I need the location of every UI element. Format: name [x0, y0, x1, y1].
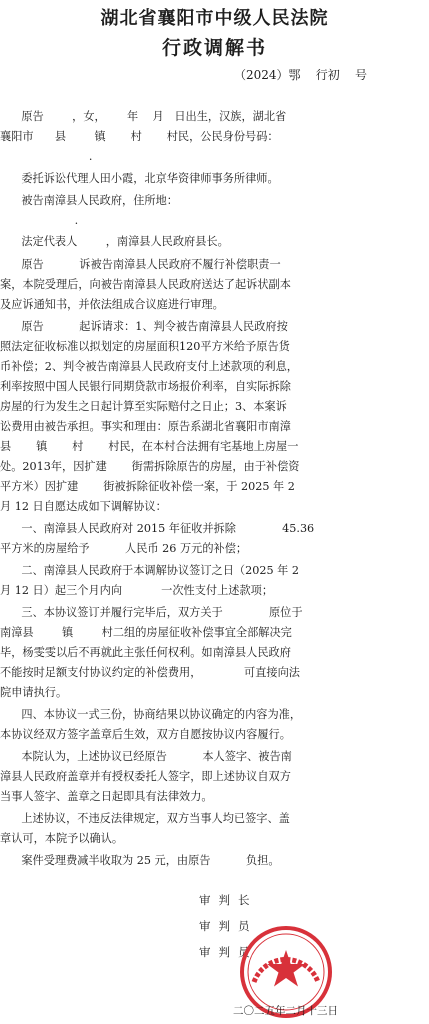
text-line: 三、本协议签订并履行完毕后，双方关于 原位于 [0, 606, 303, 619]
text-line: 照法定征收标准以拟划定的房屋面积120平方米给予原告货 [0, 340, 290, 353]
text-line: 案件受理费减半收取为 25 元，由原告 负担。 [0, 854, 280, 867]
text-line: 本院认为，上述协议已经原告 本人签字、被告南 [0, 750, 292, 763]
text-line: 讼费用由被告承担。事实和理由：原告系湖北省襄阳市南漳 [0, 420, 291, 433]
text-line: 平方米）因扩建 街被拆除征收补偿一案，于 2025 年 2 [0, 480, 295, 493]
text-line: 原告 起诉请求：1、判令被告南漳县人民政府按 [0, 320, 288, 333]
judge-line: 审判员 [199, 919, 258, 933]
text-line: 本协议经双方签字盖章后生效，双方自愿按协议内容履行。 [0, 728, 291, 741]
text-line: 案，本院受理后，向被告南漳县人民政府送达了起诉状副本 [0, 278, 291, 291]
case-number: （2024）鄂 行初 号 [233, 68, 367, 82]
text-line: 原告 ，女， 年 月 日出生，汉族，湖北省 [0, 110, 287, 123]
text-line: 处。2013年，因扩建 街需拆除原告的房屋，由于补偿资 [0, 460, 300, 473]
document-date: 二〇二五年二月十三日 [233, 1005, 338, 1017]
text-line: 四、本协议一式三份，协商结果以协议确定的内容为准， [0, 708, 302, 721]
text-line: 不能按时足额支付协议约定的补偿费用， 可直接向法 [0, 666, 300, 679]
text-line: . [0, 150, 93, 163]
text-line: 漳县人民政府盖章并有授权委托人签字，即上述协议自双方 [0, 770, 291, 783]
text-line: 章认可，本院予以确认。 [0, 832, 124, 845]
judge-line: 审判长 [199, 893, 258, 907]
text-line: 院申请执行。 [0, 686, 68, 699]
text-line: 平方米的房屋给予 人民币 26 万元的补偿； [0, 542, 248, 555]
text-line: 二、南漳县人民政府于本调解协议签订之日（2025 年 2 [0, 564, 299, 577]
text-line: 月 12 日自愿达成如下调解协议： [0, 500, 167, 513]
text-line: 委托诉讼代理人田小霞，北京华资律师事务所律师。 [0, 172, 279, 185]
text-line: . [0, 214, 79, 227]
text-line: 当事人签字、盖章之日起即具有法律效力。 [0, 790, 213, 803]
text-line: 法定代表人 ，南漳县人民政府县长。 [0, 235, 229, 248]
text-line: 房屋的行为发生之日起计算至实际赔付之日止；3、本案诉 [0, 400, 287, 413]
court-name: 湖北省襄阳市中级人民法院 [100, 8, 329, 28]
text-line: 原告 诉被告南漳县人民政府不履行补偿职责一 [0, 258, 281, 271]
text-line: 上述协议，不违反法律规定，双方当事人均已签字、盖 [0, 812, 290, 825]
text-line: 利率按照中国人民银行同期贷款市场报价利率，自实际拆除 [0, 380, 291, 393]
text-line: 及应诉通知书，并依法组成合议庭进行审理。 [0, 298, 224, 311]
document-title: 行政调解书 [161, 38, 267, 59]
text-line: 币补偿；2、判令被告南漳县人民政府支付上述款项的利息， [0, 360, 298, 373]
text-line: 被告南漳县人民政府，住所地： [0, 194, 178, 207]
text-line: 县 镇 村 村民，在本村合法拥有宅基地上房屋一 [0, 440, 299, 453]
text-line: 一、南漳县人民政府对 2015 年征收并拆除 45.36 [0, 522, 315, 535]
text-line: 南漳县 镇 村二组的房屋征收补偿事宜全部解决完 [0, 626, 292, 639]
seal-star [267, 950, 305, 987]
text-line: 襄阳市 县 镇 村 村民，公民身份号码： [0, 130, 279, 143]
text-line: 毕，杨雯雯以后不再就此主张任何权利。如南漳县人民政府 [0, 646, 291, 659]
judge-line: 审判员 [199, 945, 258, 959]
text-line: 月 12 日）起三个月内向 一次性支付上述款项； [0, 584, 274, 597]
